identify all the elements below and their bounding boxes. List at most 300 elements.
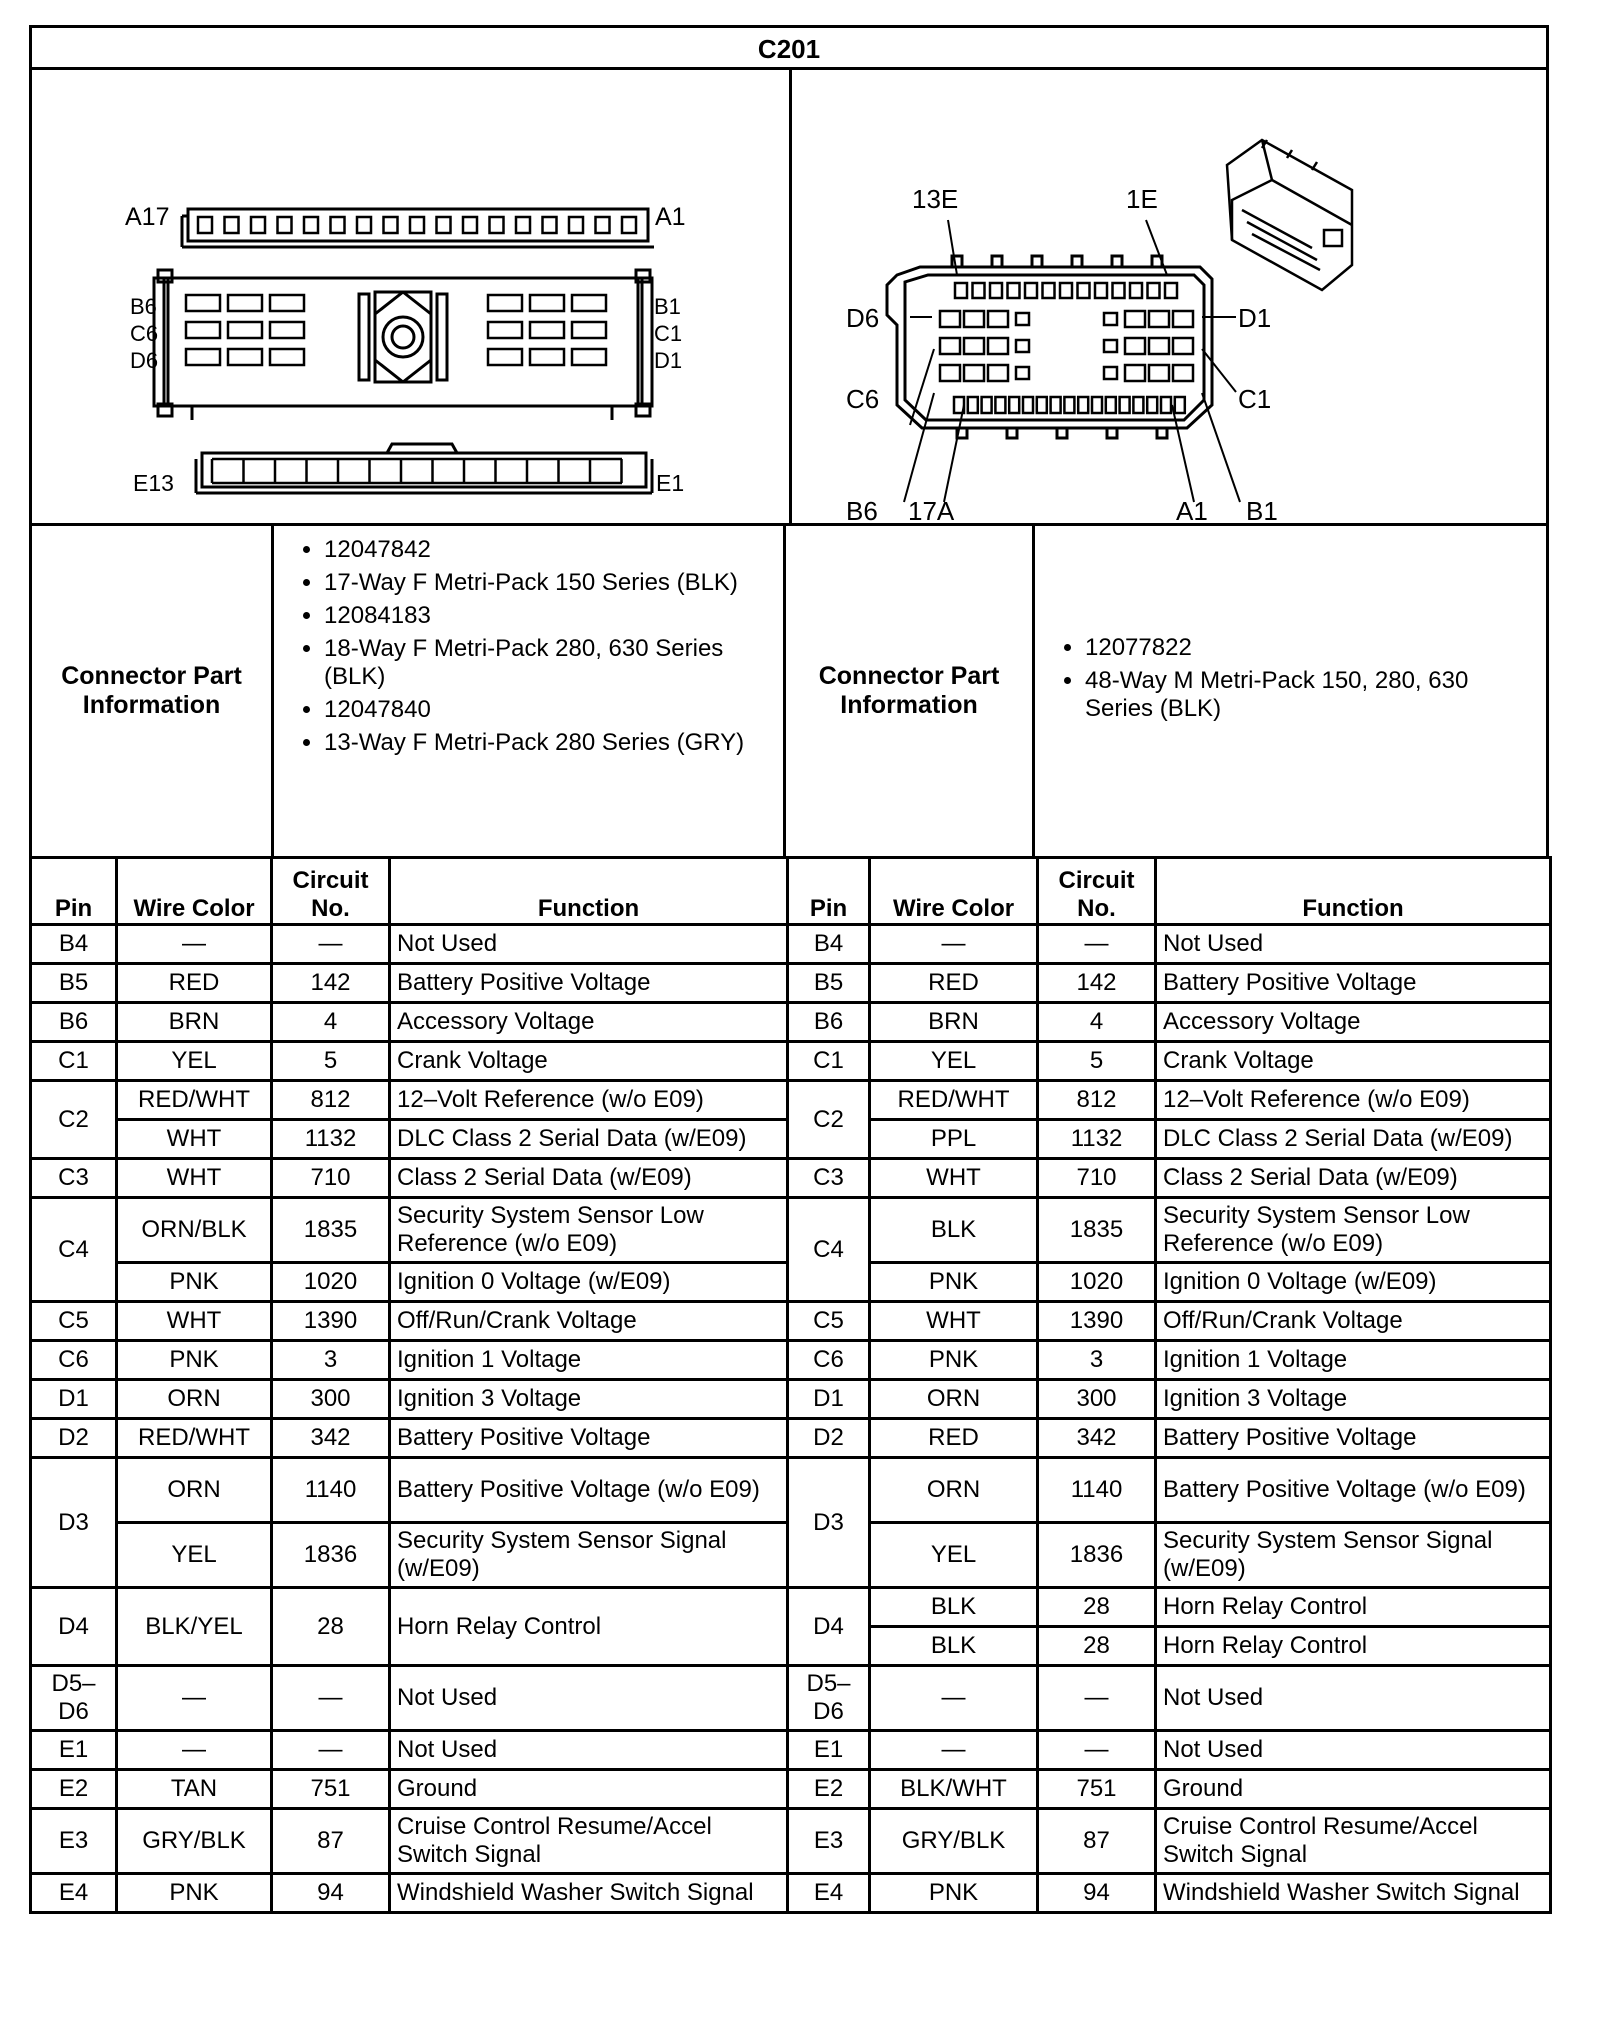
connector-drawings xyxy=(29,67,1549,523)
wire-color-cell: BLK xyxy=(870,1198,1038,1263)
connector-3d-sketch xyxy=(1227,140,1352,290)
circuit-cell: 342 xyxy=(1038,1419,1156,1458)
device-e-pin xyxy=(1148,283,1160,298)
circuit-cell: 87 xyxy=(272,1809,390,1874)
circuit-cell: 710 xyxy=(1038,1159,1156,1198)
function-cell: Not Used xyxy=(1156,1666,1551,1731)
wire-color-cell: TAN xyxy=(117,1770,272,1809)
device-e-pin xyxy=(1165,283,1177,298)
device-a-pin xyxy=(1133,397,1143,413)
pin-cell: E1 xyxy=(31,1731,117,1770)
table-row xyxy=(31,925,1551,964)
device-bcd-cavity xyxy=(1173,365,1193,381)
wire-color-cell: RED xyxy=(870,964,1038,1003)
wire-color-cell: — xyxy=(870,1731,1038,1770)
device-a-pin xyxy=(1175,397,1185,413)
a-pin-cavity xyxy=(278,217,292,233)
function-cell: Not Used xyxy=(1156,1731,1551,1770)
circuit-cell: 751 xyxy=(272,1770,390,1809)
circuit-cell: — xyxy=(1038,1731,1156,1770)
circuit-cell: 1020 xyxy=(1038,1263,1156,1302)
part-info-item: • 13-Way F Metri-Pack 280 Series (GRY) xyxy=(324,729,773,757)
label-c6: C6 xyxy=(846,384,880,414)
label-e13: E13 xyxy=(133,470,174,496)
function-cell: Ignition 0 Voltage (w/E09) xyxy=(390,1263,788,1302)
col-circuit-left: Circuit No. xyxy=(272,858,390,925)
device-a-pin xyxy=(1009,397,1019,413)
device-bcd-cavity xyxy=(1125,365,1145,381)
left-connector-svg xyxy=(32,70,789,523)
pin-cell: E4 xyxy=(31,1874,117,1913)
device-bcd-cavity xyxy=(1125,338,1145,354)
pinout-table xyxy=(29,856,1552,1914)
wire-color-cell: RED/WHT xyxy=(870,1081,1038,1120)
device-e-pin xyxy=(1130,283,1142,298)
function-cell: Crank Voltage xyxy=(390,1042,788,1081)
a-pin-cavity xyxy=(198,217,212,233)
device-small-cavity xyxy=(1104,367,1117,379)
circuit-cell: — xyxy=(272,1666,390,1731)
function-cell: Ignition 1 Voltage xyxy=(390,1341,788,1380)
function-cell: Security System Sensor Low Reference (w/o E09) xyxy=(390,1198,788,1263)
wire-color-cell: WHT xyxy=(870,1159,1038,1198)
circuit-cell: 1140 xyxy=(272,1458,390,1523)
label-d1: D1 xyxy=(654,348,683,373)
a-pin-cavity xyxy=(304,217,318,233)
circuit-cell: 1132 xyxy=(1038,1120,1156,1159)
a-pin-cavity xyxy=(596,217,610,233)
col-wire-color-left: Wire Color xyxy=(117,858,272,925)
pin-cell: B6 xyxy=(31,1003,117,1042)
a-pin-cavity xyxy=(331,217,345,233)
function-cell: Off/Run/Crank Voltage xyxy=(1156,1302,1551,1341)
bcd-pin-cavity xyxy=(488,349,522,365)
label-d1: D1 xyxy=(1238,303,1272,333)
pin-cell: D2 xyxy=(788,1419,870,1458)
function-cell: Ground xyxy=(390,1770,788,1809)
bcd-pin-cavity xyxy=(186,322,220,338)
label-a1: A1 xyxy=(1176,496,1208,523)
label-d6: D6 xyxy=(846,303,880,333)
device-a-row-pins xyxy=(954,397,1185,413)
device-bcd-cavity xyxy=(1173,338,1193,354)
wire-color-cell: WHT xyxy=(870,1302,1038,1341)
col-pin-right: Pin xyxy=(788,858,870,925)
circuit-cell: 28 xyxy=(272,1588,390,1666)
wire-color-cell: ORN/BLK xyxy=(117,1198,272,1263)
wire-color-cell: BRN xyxy=(117,1003,272,1042)
col-function-right: Function xyxy=(1156,858,1551,925)
pin-cell: C3 xyxy=(788,1159,870,1198)
a-pin-cavity xyxy=(463,217,477,233)
a-pin-cavity xyxy=(490,217,504,233)
part-info-item: • 48-Way M Metri-Pack 150, 280, 630 Series (BLK) xyxy=(1085,667,1536,723)
bcd-pin-cavity xyxy=(488,295,522,311)
wire-color-cell: PNK xyxy=(870,1263,1038,1302)
device-a-pin xyxy=(982,397,992,413)
circuit-cell: 1836 xyxy=(1038,1523,1156,1588)
pin-cell: D1 xyxy=(788,1380,870,1419)
pin-cell: D4 xyxy=(788,1588,870,1666)
wire-color-cell: WHT xyxy=(117,1302,272,1341)
pin-cell: B4 xyxy=(788,925,870,964)
wire-color-cell: BRN xyxy=(870,1003,1038,1042)
function-cell: Battery Positive Voltage xyxy=(1156,1419,1551,1458)
label-1e: 1E xyxy=(1126,184,1158,214)
device-bcd-cavity xyxy=(964,338,984,354)
a-pin-cavity xyxy=(410,217,424,233)
device-a-pin xyxy=(1023,397,1033,413)
circuit-cell: 5 xyxy=(272,1042,390,1081)
label-17a: 17A xyxy=(908,496,955,523)
pin-cell: C2 xyxy=(788,1081,870,1159)
function-cell: Off/Run/Crank Voltage xyxy=(390,1302,788,1341)
pin-cell: C5 xyxy=(788,1302,870,1341)
device-bcd-cavity xyxy=(1125,311,1145,327)
function-cell: Battery Positive Voltage xyxy=(390,1419,788,1458)
wire-color-cell: — xyxy=(117,1666,272,1731)
device-bcd-cavity xyxy=(940,311,960,327)
device-a-pin xyxy=(1037,397,1047,413)
circuit-cell: — xyxy=(272,925,390,964)
function-cell: DLC Class 2 Serial Data (w/E09) xyxy=(390,1120,788,1159)
circuit-cell: 1835 xyxy=(1038,1198,1156,1263)
function-cell: Class 2 Serial Data (w/E09) xyxy=(1156,1159,1551,1198)
col-circuit-right: Circuit No. xyxy=(1038,858,1156,925)
table-row xyxy=(31,1003,1551,1042)
col-function-left: Function xyxy=(390,858,788,925)
function-cell: Ignition 3 Voltage xyxy=(390,1380,788,1419)
bcd-pin-cavity xyxy=(572,349,606,365)
bcd-pin-cavity xyxy=(270,295,304,311)
table-header-row xyxy=(31,858,1551,925)
bcd-pin-cavity xyxy=(572,322,606,338)
bcd-pin-cavity xyxy=(228,295,262,311)
wire-color-cell: RED/WHT xyxy=(117,1419,272,1458)
device-e-pin xyxy=(955,283,967,298)
device-bcd-cavity xyxy=(964,365,984,381)
device-e-pin xyxy=(1078,283,1090,298)
device-bcd-cavity xyxy=(1149,311,1169,327)
device-a-pin xyxy=(968,397,978,413)
wire-color-cell: BLK xyxy=(870,1588,1038,1627)
device-a-pin xyxy=(1147,397,1157,413)
part-info-item: • 12084183 xyxy=(324,602,773,630)
table-row xyxy=(31,1731,1551,1770)
a-pin-cavity xyxy=(437,217,451,233)
circuit-cell: 300 xyxy=(1038,1380,1156,1419)
device-bcd-cavity xyxy=(1149,365,1169,381)
pin-cell: C4 xyxy=(788,1198,870,1302)
bcd-pin-cavity xyxy=(186,349,220,365)
left-part-info-label: Connector Part Information xyxy=(32,526,274,856)
wire-color-cell: — xyxy=(870,925,1038,964)
wire-color-cell: PNK xyxy=(117,1341,272,1380)
bcd-pin-cavity xyxy=(530,295,564,311)
circuit-cell: 1132 xyxy=(272,1120,390,1159)
label-a1: A1 xyxy=(655,203,686,231)
wire-color-cell: YEL xyxy=(870,1523,1038,1588)
label-b6: B6 xyxy=(130,294,157,319)
circuit-cell: 1020 xyxy=(272,1263,390,1302)
circuit-cell: 28 xyxy=(1038,1588,1156,1627)
circuit-cell: — xyxy=(1038,1666,1156,1731)
wire-color-cell: PPL xyxy=(870,1120,1038,1159)
pin-cell: E1 xyxy=(788,1731,870,1770)
device-bcd-cavity xyxy=(988,338,1008,354)
label-c6: C6 xyxy=(130,321,159,346)
table-row xyxy=(31,1341,1551,1380)
device-a-pin xyxy=(1106,397,1116,413)
function-cell: Cruise Control Resume/Accel Switch Signal xyxy=(390,1809,788,1874)
wire-color-cell: WHT xyxy=(117,1159,272,1198)
pin-cell: E2 xyxy=(788,1770,870,1809)
wire-color-cell: WHT xyxy=(117,1120,272,1159)
pin-cell: D5–D6 xyxy=(788,1666,870,1731)
device-a-pin xyxy=(1161,397,1171,413)
device-bcd-cavities xyxy=(940,311,1193,381)
device-e-pin xyxy=(973,283,985,298)
pin-cell: D5–D6 xyxy=(31,1666,117,1731)
table-row xyxy=(31,1874,1551,1913)
circuit-cell: 28 xyxy=(1038,1627,1156,1666)
function-cell: Security System Sensor Signal (w/E09) xyxy=(1156,1523,1551,1588)
pin-cell: C4 xyxy=(31,1198,117,1302)
table-row xyxy=(31,1198,1551,1263)
wire-color-cell: PNK xyxy=(870,1341,1038,1380)
a-pin-cavity xyxy=(357,217,371,233)
device-small-cavity xyxy=(1016,340,1029,352)
device-a-pin xyxy=(1051,397,1061,413)
pin-cell: D3 xyxy=(788,1458,870,1588)
table-row xyxy=(31,1159,1551,1198)
circuit-cell: 142 xyxy=(272,964,390,1003)
col-pin-left: Pin xyxy=(31,858,117,925)
circuit-cell: 5 xyxy=(1038,1042,1156,1081)
table-row xyxy=(31,1380,1551,1419)
pin-cell: C6 xyxy=(788,1341,870,1380)
function-cell: Cruise Control Resume/Accel Switch Signal xyxy=(1156,1809,1551,1874)
function-cell: Battery Positive Voltage xyxy=(1156,964,1551,1003)
table-row xyxy=(31,1081,1551,1120)
circuit-cell: 4 xyxy=(272,1003,390,1042)
device-e-pin xyxy=(1025,283,1037,298)
function-cell: Horn Relay Control xyxy=(1156,1588,1551,1627)
function-cell: Security System Sensor Signal (w/E09) xyxy=(390,1523,788,1588)
table-row xyxy=(31,1770,1551,1809)
pin-cell: C2 xyxy=(31,1081,117,1159)
bcd-pin-cavity xyxy=(488,322,522,338)
function-cell: Ignition 1 Voltage xyxy=(1156,1341,1551,1380)
right-part-info-label: Connector Part Information xyxy=(786,526,1035,856)
a-pin-cavity xyxy=(384,217,398,233)
label-b1: B1 xyxy=(654,294,681,319)
circuit-cell: 812 xyxy=(272,1081,390,1120)
connector-title: C201 xyxy=(29,25,1549,67)
circuit-cell: 3 xyxy=(1038,1341,1156,1380)
device-a-pin xyxy=(995,397,1005,413)
circuit-cell: 4 xyxy=(1038,1003,1156,1042)
table-row xyxy=(31,964,1551,1003)
circuit-cell: 94 xyxy=(272,1874,390,1913)
device-a-pin xyxy=(1092,397,1102,413)
pin-cell: D2 xyxy=(31,1419,117,1458)
part-info-item: • 17-Way F Metri-Pack 150 Series (BLK) xyxy=(324,569,773,597)
bcd-pin-cavity xyxy=(572,295,606,311)
wire-color-cell: ORN xyxy=(870,1380,1038,1419)
pin-cell: D3 xyxy=(31,1458,117,1588)
bcd-pin-cavity xyxy=(186,295,220,311)
device-e-pin xyxy=(1008,283,1020,298)
pin-cell: B5 xyxy=(31,964,117,1003)
a-pin-cavity xyxy=(569,217,583,233)
pin-cell: D4 xyxy=(31,1588,117,1666)
function-cell: Ignition 3 Voltage xyxy=(1156,1380,1551,1419)
wire-color-cell: ORN xyxy=(117,1380,272,1419)
a-pin-cavity xyxy=(251,217,265,233)
device-a-pin xyxy=(1064,397,1074,413)
a-pin-cavity xyxy=(225,217,239,233)
bcd-pin-cavity xyxy=(270,349,304,365)
device-e-pin xyxy=(990,283,1002,298)
wire-color-cell: BLK/YEL xyxy=(117,1588,272,1666)
function-cell: Not Used xyxy=(1156,925,1551,964)
pin-cell: E3 xyxy=(31,1809,117,1874)
function-cell: Accessory Voltage xyxy=(1156,1003,1551,1042)
device-small-cavity xyxy=(1104,340,1117,352)
device-bcd-cavity xyxy=(1149,338,1169,354)
label-13e: 13E xyxy=(912,184,959,214)
wire-color-cell: YEL xyxy=(870,1042,1038,1081)
pin-cell: C3 xyxy=(31,1159,117,1198)
function-cell: Not Used xyxy=(390,925,788,964)
function-cell: Horn Relay Control xyxy=(390,1588,788,1666)
part-info-item: • 12077822 xyxy=(1085,634,1536,662)
device-a-pin xyxy=(1078,397,1088,413)
function-cell: Battery Positive Voltage (w/o E09) xyxy=(390,1458,788,1523)
pin-cell: D1 xyxy=(31,1380,117,1419)
a-pin-cavity xyxy=(622,217,636,233)
wire-color-cell: — xyxy=(117,1731,272,1770)
circuit-cell: 751 xyxy=(1038,1770,1156,1809)
part-info-item: • 12047840 xyxy=(324,696,773,724)
wire-color-cell: GRY/BLK xyxy=(117,1809,272,1874)
connector-sheet xyxy=(29,25,1549,1993)
function-cell: Security System Sensor Low Reference (w/o E09) xyxy=(1156,1198,1551,1263)
circuit-cell: 812 xyxy=(1038,1081,1156,1120)
part-info-item: • 18-Way F Metri-Pack 280, 630 Series (BLK) xyxy=(324,635,773,691)
pin-cell: E4 xyxy=(788,1874,870,1913)
device-bcd-cavity xyxy=(988,365,1008,381)
function-cell: Battery Positive Voltage xyxy=(390,964,788,1003)
circuit-cell: 710 xyxy=(272,1159,390,1198)
wire-color-cell: RED xyxy=(870,1419,1038,1458)
function-cell: Ground xyxy=(1156,1770,1551,1809)
label-c1: C1 xyxy=(654,321,683,346)
wire-color-cell: YEL xyxy=(117,1042,272,1081)
connector-part-information xyxy=(29,523,1549,856)
pin-cell: C1 xyxy=(31,1042,117,1081)
circuit-cell: 142 xyxy=(1038,964,1156,1003)
wire-color-cell: BLK/WHT xyxy=(870,1770,1038,1809)
function-cell: Crank Voltage xyxy=(1156,1042,1551,1081)
function-cell: DLC Class 2 Serial Data (w/E09) xyxy=(1156,1120,1551,1159)
circuit-cell: — xyxy=(1038,925,1156,964)
wire-color-cell: — xyxy=(870,1666,1038,1731)
device-e-pin xyxy=(1113,283,1125,298)
pin-cell: B6 xyxy=(788,1003,870,1042)
circuit-cell: 3 xyxy=(272,1341,390,1380)
main-block xyxy=(154,270,652,420)
table-row xyxy=(31,1458,1551,1523)
circuit-cell: 342 xyxy=(272,1419,390,1458)
pin-cell: C1 xyxy=(788,1042,870,1081)
pin-cell: C6 xyxy=(31,1341,117,1380)
pin-cell: E2 xyxy=(31,1770,117,1809)
right-connector-svg xyxy=(792,70,1549,523)
bcd-pin-cavity xyxy=(228,349,262,365)
device-e-pin xyxy=(1043,283,1055,298)
table-row xyxy=(31,1588,1551,1627)
device-small-cavity xyxy=(1104,313,1117,325)
circuit-cell: 94 xyxy=(1038,1874,1156,1913)
label-b1: B1 xyxy=(1246,496,1278,523)
wire-color-cell: BLK xyxy=(870,1627,1038,1666)
device-bcd-cavity xyxy=(940,338,960,354)
function-cell: 12–Volt Reference (w/o E09) xyxy=(1156,1081,1551,1120)
table-row xyxy=(31,1666,1551,1731)
device-e-pin xyxy=(1095,283,1107,298)
wire-color-cell: GRY/BLK xyxy=(870,1809,1038,1874)
pin-cell: C5 xyxy=(31,1302,117,1341)
label-d6: D6 xyxy=(130,348,159,373)
left-part-info-list xyxy=(274,526,786,856)
table-row xyxy=(31,1042,1551,1081)
pin-cell: B5 xyxy=(788,964,870,1003)
circuit-cell: 1836 xyxy=(272,1523,390,1588)
bcd-pin-cavity xyxy=(228,322,262,338)
function-cell: Not Used xyxy=(390,1666,788,1731)
device-small-cavity xyxy=(1016,313,1029,325)
device-a-pin xyxy=(1120,397,1130,413)
circuit-cell: — xyxy=(272,1731,390,1770)
circuit-cell: 300 xyxy=(272,1380,390,1419)
wire-color-cell: PNK xyxy=(870,1874,1038,1913)
a-pin-cavity xyxy=(516,217,530,233)
wire-color-cell: RED/WHT xyxy=(117,1081,272,1120)
function-cell: Battery Positive Voltage (w/o E09) xyxy=(1156,1458,1551,1523)
function-cell: Class 2 Serial Data (w/E09) xyxy=(390,1159,788,1198)
wire-color-cell: PNK xyxy=(117,1874,272,1913)
circuit-cell: 1140 xyxy=(1038,1458,1156,1523)
label-c1: C1 xyxy=(1238,384,1272,414)
left-connector-drawing xyxy=(32,70,789,523)
pin-cell: B4 xyxy=(31,925,117,964)
circuit-cell: 1390 xyxy=(272,1302,390,1341)
device-bcd-cavity xyxy=(1173,311,1193,327)
pin-cell: E3 xyxy=(788,1809,870,1874)
function-cell: Ignition 0 Voltage (w/E09) xyxy=(1156,1263,1551,1302)
function-cell: Windshield Washer Switch Signal xyxy=(1156,1874,1551,1913)
device-bcd-cavity xyxy=(940,365,960,381)
part-info-item: • 12047842 xyxy=(324,536,773,564)
bcd-pin-cavity xyxy=(270,322,304,338)
e-row-pins xyxy=(212,459,622,483)
wire-color-cell: PNK xyxy=(117,1263,272,1302)
label-e1: E1 xyxy=(656,470,685,496)
device-small-cavity xyxy=(1016,367,1029,379)
circuit-cell: 87 xyxy=(1038,1809,1156,1874)
